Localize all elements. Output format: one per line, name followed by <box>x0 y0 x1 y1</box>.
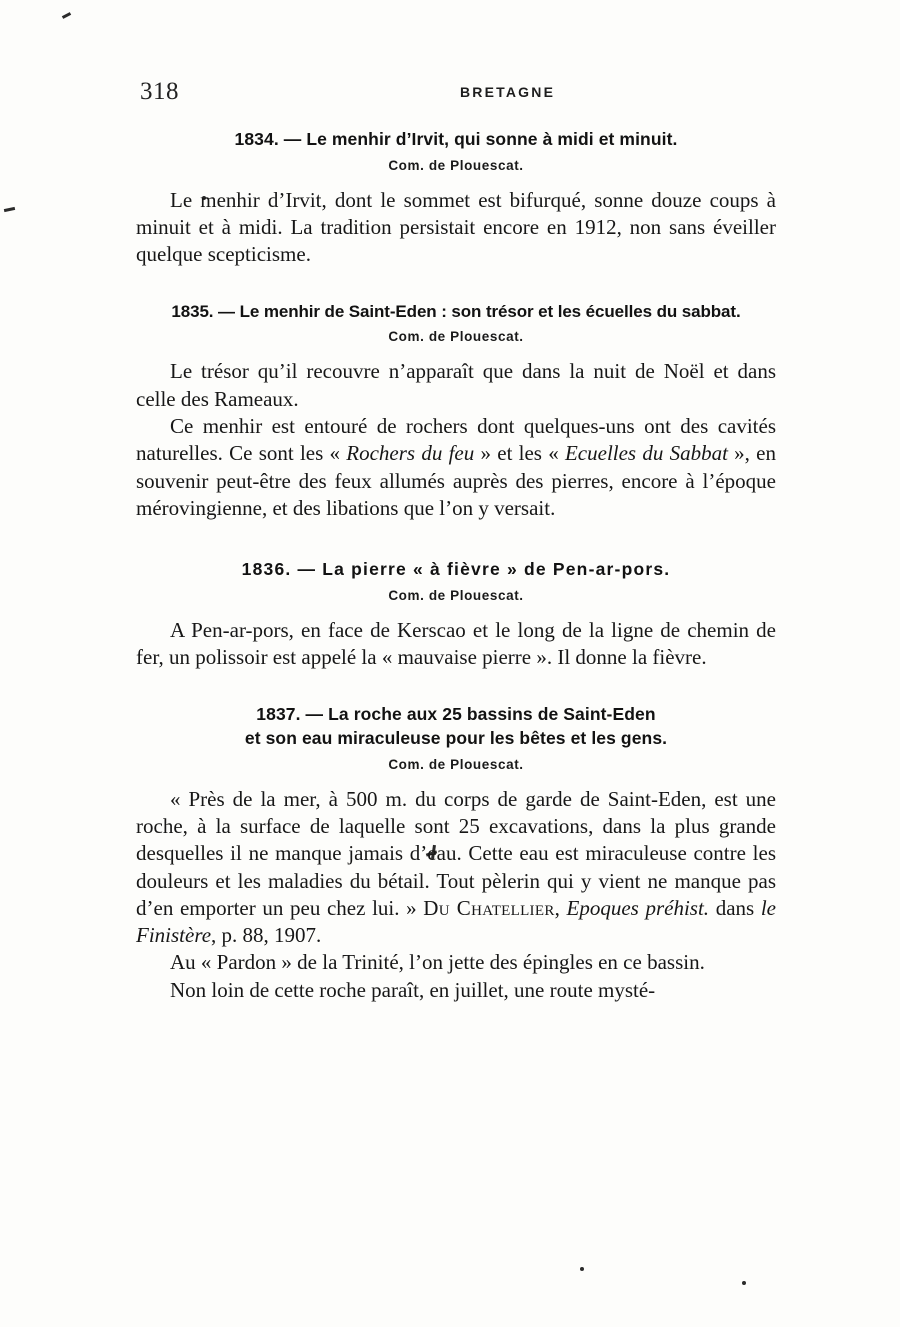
quoted-title-rochers-du-feu: Rochers du feu <box>346 441 475 466</box>
entry-paragraph: Non loin de cette roche paraît, en juillet, une route mysté- <box>170 977 656 1002</box>
entry-title: 1835. — Le menhir de Saint-Eden : son trésor et les écuelles du sabbat. <box>171 301 741 321</box>
entry-title <box>136 703 776 750</box>
entry-1835 <box>136 301 776 523</box>
entry-title-line-2: et son eau miraculeuse pour les bêtes et les gens. <box>244 728 668 749</box>
entry-paragraph: A Pen-ar-pors, en face de Kerscao et le long de la ligne de chemin de fer, un polissoir est appelé la « mauvaise pierre ». Il donne la fièvre. <box>136 617 776 670</box>
running-head: BRETAGNE <box>460 84 556 100</box>
entry-title: 1836. — La pierre « à fièvre » de Pen-ar-pors. <box>241 559 671 580</box>
page-body <box>136 128 776 1006</box>
entry-1834 <box>136 128 776 269</box>
entry-subtitle: Com. de Plouescat. <box>388 587 524 603</box>
entry-paragraph: « Près de la mer, à 500 m. du corps de garde de Saint-Eden, est une roche, à la surface de laquelle sont 25 excavations, dans la plus grande desquelles il ne manque jamais d’eau. Cette eau est miraculeuse contre les douleurs et les maladies du bétail. Tout pèlerin qui y vient ne manque pas d’en emporter un peu chez lui. » Du Chatellier, Epoques préhist. dans le Finistère, p. 88, 1907. <box>136 786 776 948</box>
scan-speck <box>580 1267 584 1271</box>
page-header <box>140 78 760 104</box>
entry-paragraph: Le menhir d’Irvit, dont le sommet est bifurqué, sonne douze coups à minuit et à midi. La tradition persistait encore en 1912, non sans éveiller quelque scepticisme. <box>136 187 776 267</box>
citation-year: 1907. <box>274 923 322 948</box>
citation-author: Du Chatellier <box>423 895 555 920</box>
entry-paragraph: Ce menhir est entouré de rochers dont quelques-uns ont des cavités naturelles. Ce sont les « Rochers du feu » et les « Ecuelles du Sabbat », en souvenir peut-être des feux allumés auprès des pierres, encore à l’époque mérovingienne, et des libations que l’on y versait. <box>136 414 777 520</box>
entry-title-line-1: 1837. — La roche aux 25 bassins de Saint-Eden <box>256 704 656 725</box>
entry-1837 <box>136 703 776 1004</box>
scan-speck <box>4 207 15 212</box>
entry-paragraph: Au « Pardon » de la Trinité, l’on jette des épingles en ce bassin. <box>170 950 705 975</box>
entry-subtitle: Com. de Plouescat. <box>388 329 524 345</box>
citation-source: le Finistère <box>136 895 776 948</box>
entry-subtitle: Com. de Plouescat. <box>388 157 524 173</box>
citation-page: p. 88, <box>221 923 269 948</box>
entry-subtitle: Com. de Plouescat. <box>388 756 524 772</box>
page-number: 318 <box>140 78 179 105</box>
entry-title: 1834. — Le menhir d’Irvit, qui sonne à midi et minuit. <box>234 129 678 149</box>
scan-speck <box>62 12 71 19</box>
scan-speck <box>742 1281 746 1285</box>
citation-work: Epoques préhist. <box>566 895 710 920</box>
entry-paragraph: Le trésor qu’il recouvre n’apparaît que dans la nuit de Noël et dans celle des Rameaux. <box>136 359 776 411</box>
quoted-title-ecuelles-du-sabbat: Ecuelles du Sabbat <box>564 441 728 466</box>
entry-1836 <box>136 558 776 671</box>
